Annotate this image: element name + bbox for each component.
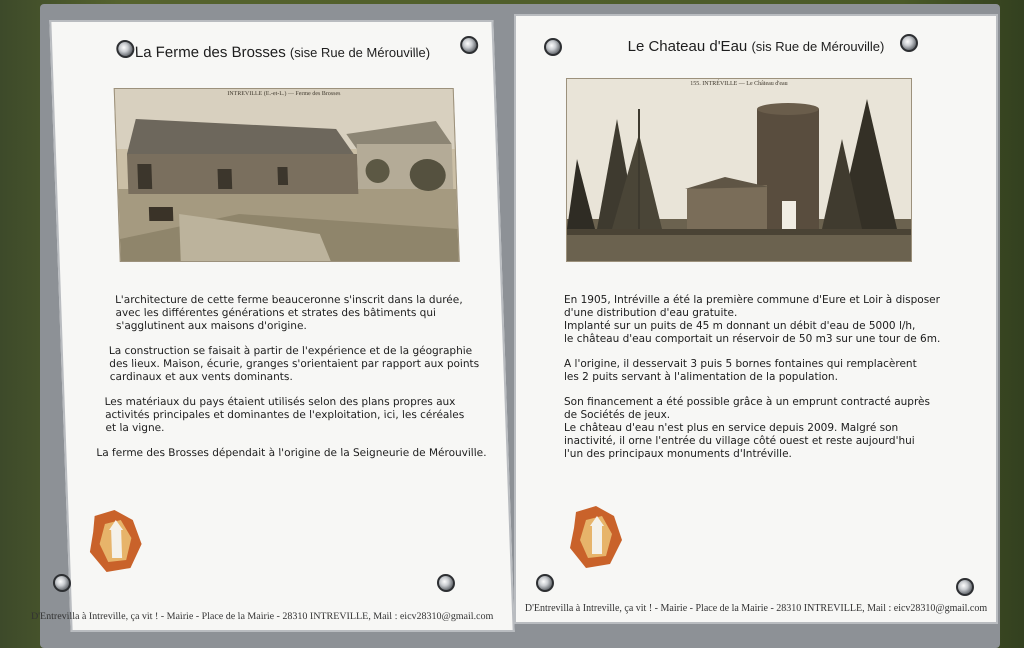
text-line: A l'origine, il desservait 3 puis 5 bornes fontaines qui remplacèrent: [564, 358, 917, 370]
farm-photo-image: [115, 89, 459, 261]
text-line: les 2 puits servant à l'alimentation de la population.: [564, 371, 838, 383]
text-line: des lieux. Maison, écurie, granges s'orientaient par rapport aux points: [109, 358, 480, 370]
eicv-logo-icon: [84, 508, 146, 574]
screw-icon: [437, 574, 456, 592]
left-info-panel: [30, 20, 514, 632]
left-footer: D'Entrevilla à Intreville, ça vit ! - Mairie - Place de la Mairie - 28310 INTREVILLE, Mail : eicv28310@gmail.com: [30, 611, 494, 622]
text-line: Son financement a été possible grâce à un emprunt contracté auprès: [564, 396, 930, 408]
screw-icon: [53, 574, 72, 592]
text-line: le château d'eau comportait un réservoir de 50 m3 sur une tour de 6m.: [564, 333, 941, 345]
text-line: Le château d'eau n'est plus en service depuis 2009. Malgré son: [564, 422, 899, 434]
farm-photo-caption: INTREVILLE (E.-et-L.) — Ferme des Brosses: [227, 91, 341, 97]
text-line: En 1905, Intréville a été la première commune d'Eure et Loir à disposer: [564, 294, 940, 306]
water-tower-photo-image: [567, 79, 911, 261]
text-line: et la vigne.: [105, 422, 165, 434]
text-line: cardinaux et aux vents dominants.: [109, 371, 293, 383]
right-title-sub: (sis Rue de Mérouville): [751, 39, 885, 54]
text-line: l'un des principaux monuments d'Intréville.: [564, 448, 792, 460]
text-line: de Sociétés de jeux.: [564, 409, 671, 421]
text-line: L'architecture de cette ferme beauceronne s'inscrit dans la durée,: [114, 294, 463, 306]
text-line: s'agglutinent aux maisons d'origine.: [115, 320, 307, 332]
text-line: inactivité, il orne l'entrée du village côté ouest et reste aujourd'hui: [564, 435, 915, 447]
text-line: La construction se faisait à partir de l'expérience et de la géographie: [108, 345, 473, 357]
left-body-text: [96, 294, 487, 472]
text-line: Implanté sur un puits de 45 m donnant un débit d'eau de 5000 l/h,: [564, 320, 916, 332]
left-title-main: La Ferme des Brosses: [134, 44, 287, 61]
left-title: [52, 44, 493, 61]
eicv-logo: [566, 504, 626, 570]
right-title-main: Le Chateau d'Eau: [627, 38, 748, 55]
eicv-logo-icon: [566, 504, 626, 570]
eicv-logo: [84, 508, 146, 574]
text-line: avec les différentes générations et strates des bâtiments qui: [115, 307, 437, 319]
screw-icon: [956, 578, 974, 596]
right-info-panel: [514, 14, 998, 624]
water-tower-photo: [566, 78, 912, 262]
right-footer: D'Entrevilla à Intreville, ça vit ! - Mairie - Place de la Mairie - 28310 INTREVILLE, Mail : eicv28310@gmail.com: [524, 603, 988, 614]
water-tower-photo-caption: 155. INTRÉVILLE — Le Château d'eau: [690, 81, 788, 87]
screw-icon: [536, 574, 554, 592]
left-title-sub: (sise Rue de Mérouville): [289, 45, 431, 60]
right-body-text: [564, 294, 974, 473]
text-line: activités principales et dominantes de l'exploitation, ici, les céréales: [104, 409, 465, 421]
text-line: d'une distribution d'eau gratuite.: [564, 307, 738, 319]
farm-photo: [114, 88, 460, 262]
text-line: Les matériaux du pays étaient utilisés selon des plans propres aux: [104, 396, 456, 408]
text-line: La ferme des Brosses dépendait à l'origine de la Seigneurie de Mérouville.: [96, 447, 487, 459]
right-title: [516, 38, 996, 55]
